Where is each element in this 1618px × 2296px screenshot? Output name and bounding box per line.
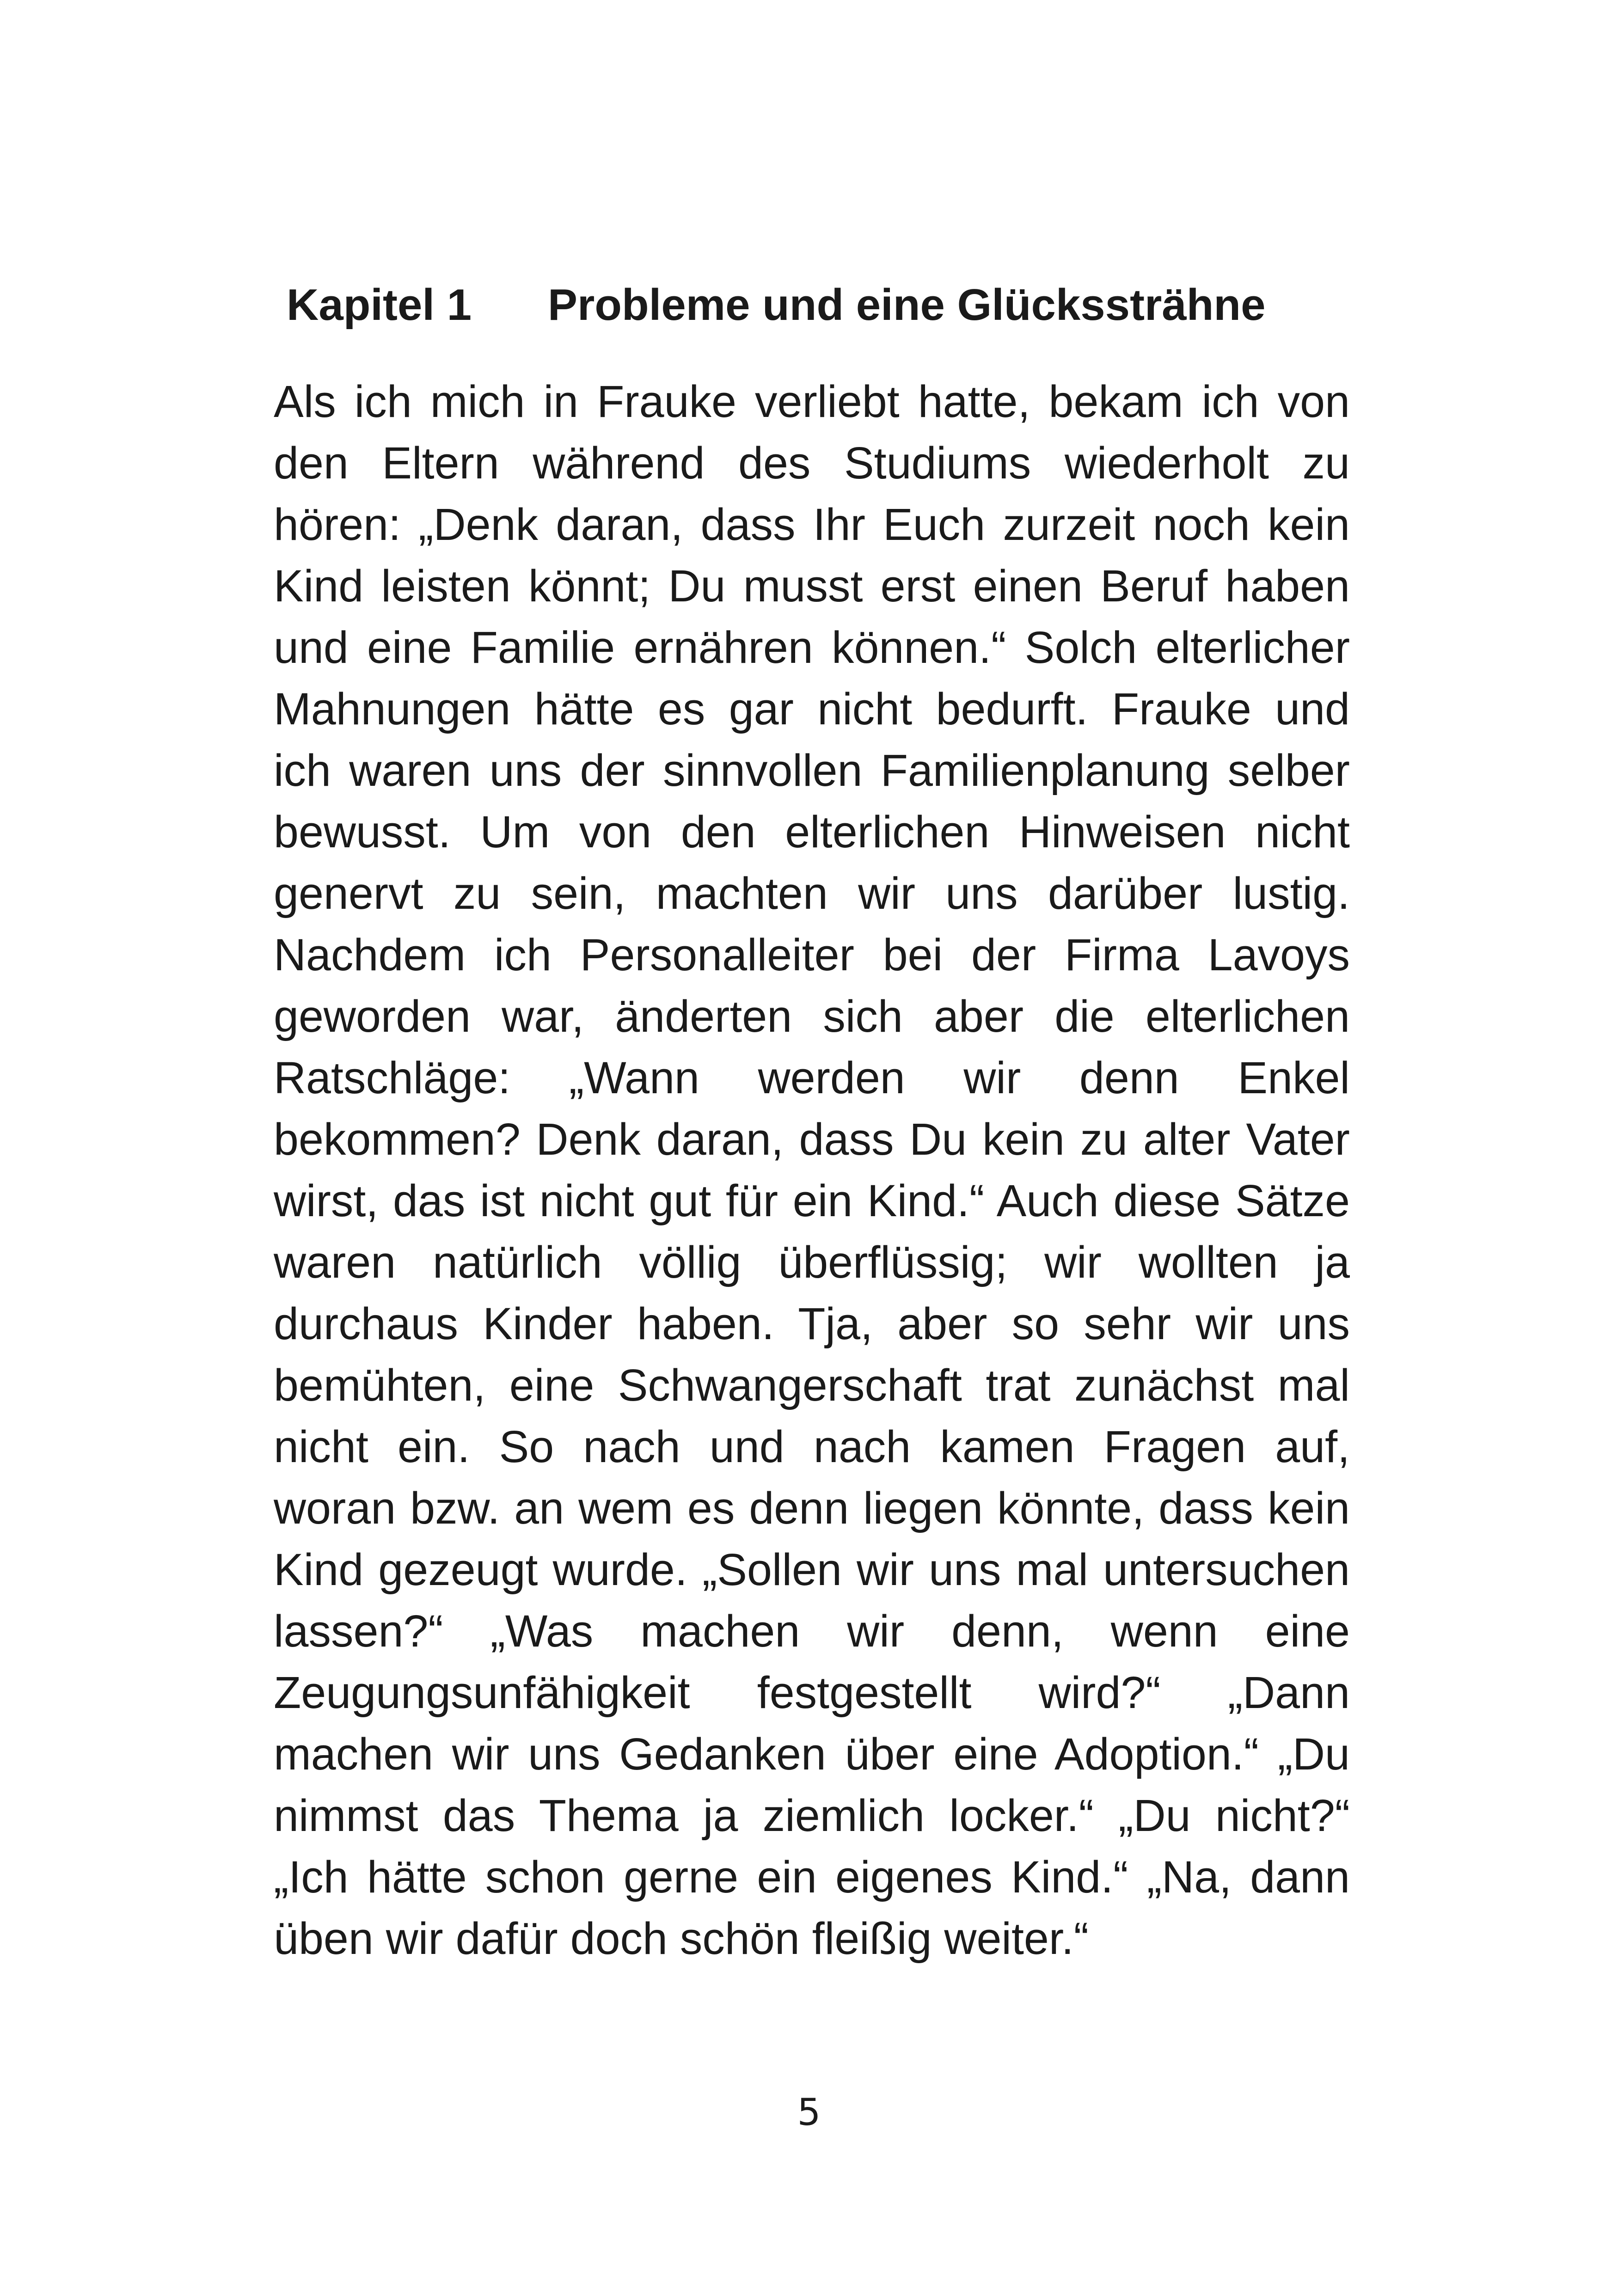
body-text <box>274 371 1350 1969</box>
text-line: nimmst das Thema ja ziemlich locker.“ „Du nicht?“ <box>274 1790 1350 1841</box>
text-line: ich waren uns der sinnvollen Familienplanung selber <box>274 745 1350 796</box>
text-line: Kind gezeugt wurde. „Sollen wir uns mal untersuchen <box>274 1544 1350 1595</box>
text-line: Zeugungsunfähigkeit festgestellt wird?“ „Dann <box>274 1667 1350 1718</box>
text-line: waren natürlich völlig überflüssig; wir wollten ja <box>274 1237 1350 1287</box>
text-line: woran bzw. an wem es denn liegen könnte, dass kein <box>274 1483 1350 1533</box>
text-line: bemühten, eine Schwangerschaft trat zunächst mal <box>274 1360 1350 1410</box>
text-line: wirst, das ist nicht gut für ein Kind.“ Auch diese Sätze <box>274 1176 1350 1226</box>
text-line: Mahnungen hätte es gar nicht bedurft. Frauke und <box>274 684 1350 734</box>
page-number: 5 <box>797 2091 821 2134</box>
text-line: bewusst. Um von den elterlichen Hinweisen nicht <box>274 807 1350 857</box>
text-line: hören: „Denk daran, dass Ihr Euch zurzeit noch kein <box>274 499 1350 550</box>
text-line: Nachdem ich Personalleiter bei der Firma Lavoys <box>274 930 1350 980</box>
text-line: nicht ein. So nach und nach kamen Fragen auf, <box>274 1421 1350 1472</box>
text-line: genervt zu sein, machten wir uns darüber lustig. <box>274 868 1350 918</box>
text-line: machen wir uns Gedanken über eine Adoption.“ „Du <box>274 1729 1350 1779</box>
chapter-title: Probleme und eine Glückssträhne <box>548 280 1266 330</box>
text-line: Kind leisten könnt; Du musst erst einen Beruf haben <box>274 561 1350 611</box>
text-line: „Ich hätte schon gerne ein eigenes Kind.“ „Na, dann <box>274 1852 1350 1902</box>
text-line: und eine Familie ernähren können.“ Solch elterlicher <box>274 622 1350 673</box>
chapter-heading <box>287 273 1350 337</box>
text-line: geworden war, änderten sich aber die elterlichen <box>274 991 1350 1041</box>
text-line: bekommen? Denk daran, dass Du kein zu alter Vater <box>274 1114 1350 1164</box>
text-line: üben wir dafür doch schön fleißig weiter.“ <box>274 1913 1089 1964</box>
text-line: lassen?“ „Was machen wir denn, wenn eine <box>274 1606 1350 1656</box>
text-line: Ratschläge: „Wann werden wir denn Enkel <box>274 1053 1350 1103</box>
text-line: den Eltern während des Studiums wiederholt zu <box>274 438 1350 488</box>
chapter-number: Kapitel 1 <box>287 280 472 330</box>
text-line: Als ich mich in Frauke verliebt hatte, bekam ich von <box>274 376 1350 427</box>
text-line: durchaus Kinder haben. Tja, aber so sehr wir uns <box>274 1298 1350 1349</box>
